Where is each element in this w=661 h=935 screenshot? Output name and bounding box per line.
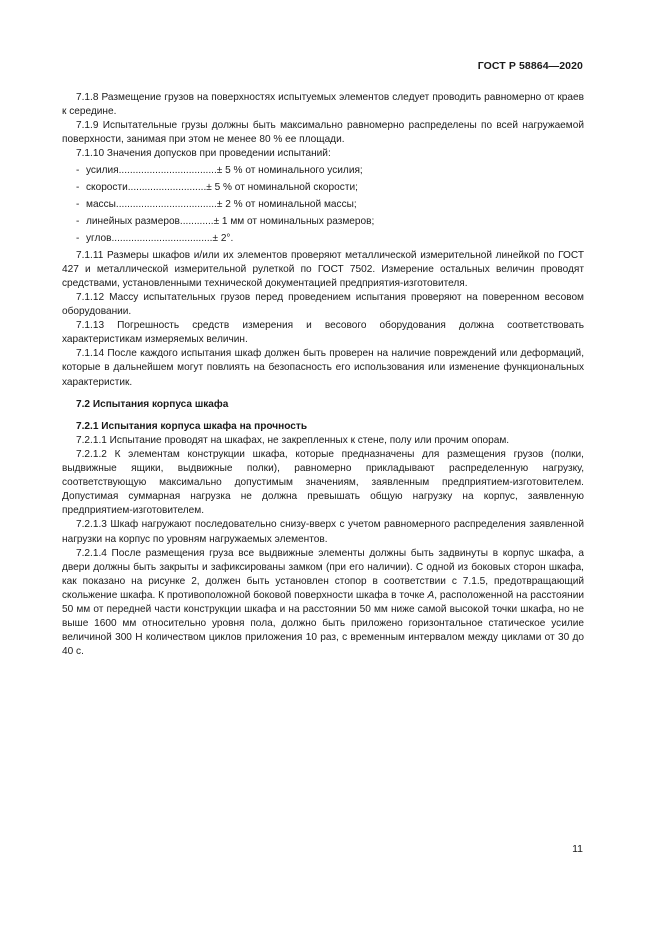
list-dash: - bbox=[76, 215, 80, 227]
tolerance-item bbox=[62, 198, 584, 212]
leader-dots: .................................... bbox=[111, 232, 213, 244]
spacer bbox=[62, 390, 584, 398]
tolerance-item bbox=[62, 181, 584, 195]
paragraph-7-2-1-1: 7.2.1.1 Испытание проводят на шкафах, не закрепленных к стене, полу или прочим опорам. bbox=[76, 434, 510, 446]
paragraph-7-1-9: 7.1.9 Испытательные грузы должны быть максимально равномерно распределены по всей нагружаемой поверхности, занимая при этом не менее 80 % ее площади. bbox=[62, 120, 584, 146]
leader-dots: ............................ bbox=[127, 182, 207, 194]
tolerance-name: линейных размеров bbox=[86, 215, 180, 227]
standard-header: ГОСТ Р 58864—2020 bbox=[477, 60, 583, 72]
list-dash: - bbox=[76, 232, 80, 244]
paragraph-7-1-8: 7.1.8 Размещение грузов на поверхностях испытуемых элементов следует проводить равномерно от краев к середине. bbox=[62, 92, 584, 118]
leader-dots: .................................... bbox=[115, 199, 217, 211]
tolerance-value: ± 2°. bbox=[212, 232, 234, 244]
spacer bbox=[62, 412, 584, 420]
leader-dots: ............ bbox=[179, 215, 214, 227]
tolerance-item bbox=[62, 232, 584, 246]
tolerance-name: углов bbox=[86, 232, 112, 244]
tolerance-list bbox=[62, 164, 584, 246]
tolerance-item bbox=[62, 215, 584, 229]
paragraph-7-1-14: 7.1.14 После каждого испытания шкаф должен быть проверен на наличие повреждений или деформаций, которые в дальнейшем могут повлиять на безопасность его использования или изменение функциональных характеристик. bbox=[62, 348, 584, 388]
paragraph-7-1-10: 7.1.10 Значения допусков при проведении испытаний: bbox=[76, 148, 331, 160]
leader-dots: ................................... bbox=[118, 165, 217, 177]
tolerance-value: ± 5 % от номинальной скорости; bbox=[206, 182, 358, 194]
tolerance-value: ± 5 % от номинального усилия; bbox=[216, 165, 363, 177]
paragraph-7-2-1-3: 7.2.1.3 Шкаф нагружают последовательно снизу-вверх с учетом равномерного распределения заявленной нагрузки на корпус по уровням нагружаемых элементов. bbox=[62, 519, 584, 545]
section-heading-7-2: 7.2 Испытания корпуса шкафа bbox=[76, 398, 229, 410]
tolerance-name: усилия bbox=[86, 165, 119, 177]
point-label: А bbox=[427, 589, 435, 601]
paragraph-7-2-1-2: 7.2.1.2 К элементам конструкции шкафа, которые предназначены для размещения грузов (полки, выдвижные ящики, выдвижные полки), равномерно прикладывают распределенную нагрузку, соответствующую максимально допустимым значениям, заявленным предприятием-изготовителем. Допустимая суммарная нагрузка не должна превышать общую нагрузку на корпус, заявленную предприятием-изготовителем. bbox=[62, 448, 584, 517]
paragraph-7-2-1-4 bbox=[62, 547, 584, 660]
tolerance-value: ± 2 % от номинальной массы; bbox=[216, 199, 357, 211]
document-body bbox=[62, 91, 584, 659]
paragraph-7-2-1-4-part1: 7.2.1.4 После размещения груза все выдвижные элементы должны быть задвинуты в корпус шкафа, а двери должны быть закрыты и зафиксированы замком (при его наличии). С одной из боковых сторон шкафа, как показано на рисунке 2, должен быть установлен стопор в соответствии с 7.1.5, предотвращающий скольжение шкафа. К противоположной боковой поверхности шкафа в точке bbox=[62, 547, 584, 601]
tolerance-name: массы bbox=[86, 199, 116, 211]
paragraph-7-2-1-4-part2: , расположенной на расстоянии 50 мм от передней части конструкции шкафа и на расстоянии 50 мм ниже самой высокой точки шкафа, но не выше 1600 мм относительно уровня пола, должно быть приложено горизонтальное статическое усилие величиной 300 Н количеством циклов приложения 10 раз, с временным интервалом между циклами от 30 до 40 с. bbox=[62, 589, 584, 658]
list-dash: - bbox=[76, 182, 80, 194]
section-heading-7-2-1: 7.2.1 Испытания корпуса шкафа на прочность bbox=[76, 420, 308, 432]
page-number: 11 bbox=[572, 843, 583, 855]
paragraph-7-1-12: 7.1.12 Массу испытательных грузов перед проведением испытания проверяют на поверенном весовом оборудовании. bbox=[62, 292, 584, 318]
paragraph-7-1-11: 7.1.11 Размеры шкафов и/или их элементов проверяют металлической измерительной линейкой по ГОСТ 427 и металлической измерительной рулеткой по ГОСТ 7502. Измерение остальных величин проводят средствами, установленными технической документацией предприятия-изготовителя. bbox=[62, 249, 584, 289]
list-dash: - bbox=[76, 165, 80, 177]
tolerance-value: ± 1 мм от номинальных размеров; bbox=[213, 215, 375, 227]
tolerance-item bbox=[62, 164, 584, 178]
list-dash: - bbox=[76, 199, 80, 211]
paragraph-7-1-13: 7.1.13 Погрешность средств измерения и весового оборудования должна соответствовать характеристикам измеряемых величин. bbox=[62, 320, 584, 346]
tolerance-name: скорости bbox=[86, 182, 128, 194]
